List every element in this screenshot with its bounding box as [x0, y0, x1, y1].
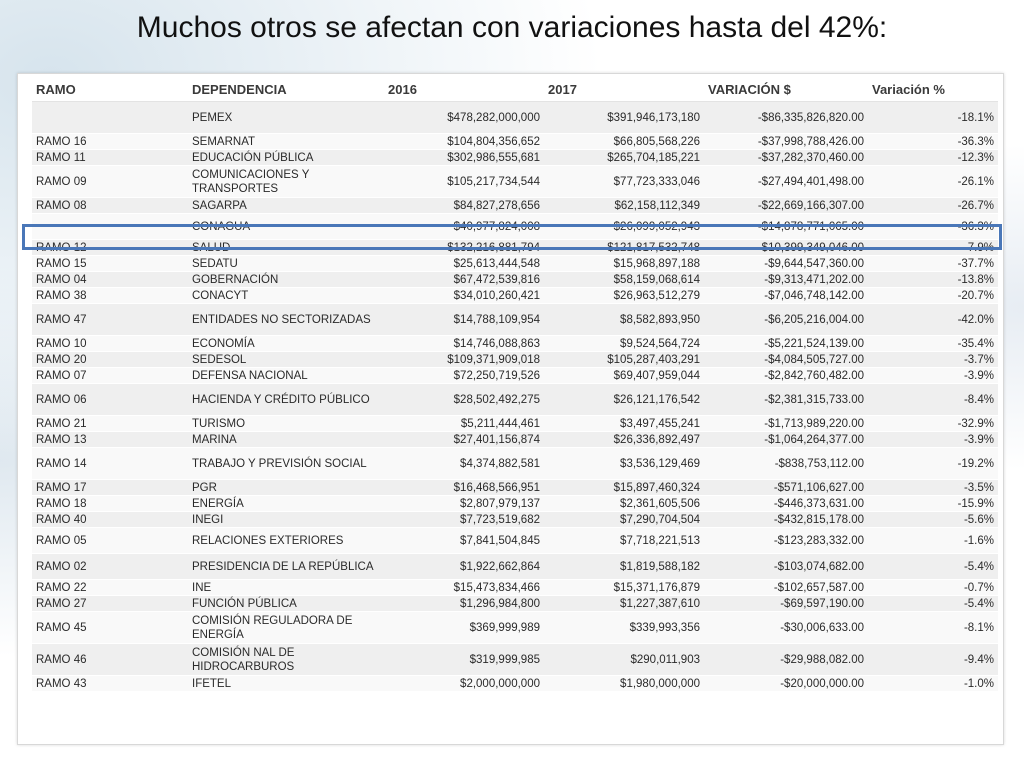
table-row: [32, 596, 998, 612]
cell-pct: -36.3%: [868, 214, 998, 240]
cell-ramo: RAMO 06: [32, 384, 188, 416]
header-variacion: VARIACIÓN $: [704, 78, 868, 102]
table-row: [32, 240, 998, 256]
cell-2017: $66,805,568,226: [544, 134, 704, 150]
cell-dependencia: ECONOMÍA: [188, 336, 384, 352]
header-dependencia: DEPENDENCIA: [188, 78, 384, 102]
cell-pct: -32.9%: [868, 416, 998, 432]
cell-pct: -8.4%: [868, 384, 998, 416]
cell-pct: -8.1%: [868, 612, 998, 644]
cell-2016: $369,999,989: [384, 612, 544, 644]
cell-2017: $391,946,173,180: [544, 102, 704, 134]
cell-2016: $16,468,566,951: [384, 480, 544, 496]
table-row: [32, 102, 998, 134]
cell-dependencia: PEMEX: [188, 102, 384, 134]
budget-table: [32, 78, 998, 692]
cell-dependencia: FUNCIÓN PÚBLICA: [188, 596, 384, 612]
table-row: [32, 368, 998, 384]
cell-2017: $26,336,892,497: [544, 432, 704, 448]
table-row: [32, 496, 998, 512]
cell-variacion: -$432,815,178.00: [704, 512, 868, 528]
cell-2016: $84,827,278,656: [384, 198, 544, 214]
cell-ramo: RAMO 09: [32, 166, 188, 198]
cell-ramo: RAMO 14: [32, 448, 188, 480]
cell-2017: $1,980,000,000: [544, 676, 704, 692]
cell-ramo: RAMO 02: [32, 554, 188, 580]
cell-ramo: RAMO 07: [32, 368, 188, 384]
cell-2017: $339,993,356: [544, 612, 704, 644]
cell-variacion: -$37,282,370,460.00: [704, 150, 868, 166]
cell-dependencia: CONACYT: [188, 288, 384, 304]
cell-2017: $7,290,704,504: [544, 512, 704, 528]
cell-dependencia: SEDESOL: [188, 352, 384, 368]
cell-2016: $14,788,109,954: [384, 304, 544, 336]
table-row: [32, 288, 998, 304]
cell-ramo: RAMO 46: [32, 644, 188, 676]
cell-pct: -1.0%: [868, 676, 998, 692]
budget-table-panel: [17, 73, 1004, 745]
cell-dependencia: COMISIÓN NAL DE HIDROCARBUROS: [188, 644, 384, 676]
cell-2016: $1,922,662,864: [384, 554, 544, 580]
cell-dependencia: COMISIÓN REGULADORA DE ENERGÍA: [188, 612, 384, 644]
cell-2016: $302,986,555,681: [384, 150, 544, 166]
cell-ramo: RAMO 12: [32, 240, 188, 256]
cell-variacion: -$2,842,760,482.00: [704, 368, 868, 384]
cell-variacion: -$37,998,788,426.00: [704, 134, 868, 150]
cell-dependencia: PGR: [188, 480, 384, 496]
cell-dependencia: PRESIDENCIA DE LA REPÚBLICA: [188, 554, 384, 580]
table-body: [32, 102, 998, 692]
cell-variacion: -$2,381,315,733.00: [704, 384, 868, 416]
cell-variacion: -$1,713,989,220.00: [704, 416, 868, 432]
cell-ramo: RAMO 16: [32, 134, 188, 150]
cell-2017: $26,099,052,943: [544, 214, 704, 240]
cell-2016: $109,371,909,018: [384, 352, 544, 368]
cell-variacion: -$446,373,631.00: [704, 496, 868, 512]
cell-2017: $1,819,588,182: [544, 554, 704, 580]
cell-ramo: RAMO 10: [32, 336, 188, 352]
cell-variacion: -$5,221,524,139.00: [704, 336, 868, 352]
cell-variacion: -$1,064,264,377.00: [704, 432, 868, 448]
cell-2017: $1,227,387,610: [544, 596, 704, 612]
cell-2017: $265,704,185,221: [544, 150, 704, 166]
cell-2016: $14,746,088,863: [384, 336, 544, 352]
cell-2016: $34,010,260,421: [384, 288, 544, 304]
cell-2016: $5,211,444,461: [384, 416, 544, 432]
table-row: [32, 352, 998, 368]
table-row: [32, 448, 998, 480]
cell-pct: -7.9%: [868, 240, 998, 256]
cell-dependencia: RELACIONES EXTERIORES: [188, 528, 384, 554]
cell-2017: $26,121,176,542: [544, 384, 704, 416]
cell-2017: $9,524,564,724: [544, 336, 704, 352]
cell-pct: -5.4%: [868, 554, 998, 580]
cell-variacion: -$20,000,000.00: [704, 676, 868, 692]
cell-variacion: -$6,205,216,004.00: [704, 304, 868, 336]
cell-pct: -0.7%: [868, 580, 998, 596]
cell-ramo: RAMO 20: [32, 352, 188, 368]
cell-ramo: RAMO 15: [32, 256, 188, 272]
cell-pct: -5.4%: [868, 596, 998, 612]
cell-2017: $105,287,403,291: [544, 352, 704, 368]
cell-variacion: -$838,753,112.00: [704, 448, 868, 480]
cell-2016: $1,296,984,800: [384, 596, 544, 612]
cell-variacion: -$27,494,401,498.00: [704, 166, 868, 198]
cell-ramo: [32, 102, 188, 134]
cell-pct: -3.7%: [868, 352, 998, 368]
cell-dependencia: SAGARPA: [188, 198, 384, 214]
cell-2017: $3,536,129,469: [544, 448, 704, 480]
table-row: [32, 644, 998, 676]
cell-pct: -3.9%: [868, 432, 998, 448]
cell-variacion: -$571,106,627.00: [704, 480, 868, 496]
table-row: [32, 198, 998, 214]
cell-2016: $478,282,000,000: [384, 102, 544, 134]
table-row: [32, 554, 998, 580]
table-row: [32, 416, 998, 432]
cell-dependencia: DEFENSA NACIONAL: [188, 368, 384, 384]
cell-pct: -18.1%: [868, 102, 998, 134]
table-row: [32, 256, 998, 272]
cell-pct: -35.4%: [868, 336, 998, 352]
cell-2016: $4,374,882,581: [384, 448, 544, 480]
table-row: [32, 336, 998, 352]
table-row: [32, 272, 998, 288]
cell-ramo: RAMO 22: [32, 580, 188, 596]
cell-2017: $7,718,221,513: [544, 528, 704, 554]
cell-dependencia: SALUD: [188, 240, 384, 256]
cell-dependencia: ENTIDADES NO SECTORIZADAS: [188, 304, 384, 336]
table-row: [32, 214, 998, 240]
cell-2016: $105,217,734,544: [384, 166, 544, 198]
cell-variacion: -$30,006,633.00: [704, 612, 868, 644]
cell-ramo: RAMO 40: [32, 512, 188, 528]
cell-dependencia: HACIENDA Y CRÉDITO PÚBLICO: [188, 384, 384, 416]
cell-dependencia: INEGI: [188, 512, 384, 528]
cell-2016: $40,977,824,008: [384, 214, 544, 240]
cell-dependencia: GOBERNACIÓN: [188, 272, 384, 288]
table-row: [32, 580, 998, 596]
cell-2016: $2,807,979,137: [384, 496, 544, 512]
cell-variacion: -$22,669,166,307.00: [704, 198, 868, 214]
table-row: [32, 304, 998, 336]
cell-dependencia: EDUCACIÓN PÚBLICA: [188, 150, 384, 166]
cell-variacion: -$123,283,332.00: [704, 528, 868, 554]
header-2016: 2016: [384, 78, 544, 102]
cell-dependencia: SEDATU: [188, 256, 384, 272]
cell-pct: -19.2%: [868, 448, 998, 480]
cell-pct: -15.9%: [868, 496, 998, 512]
cell-dependencia: SEMARNAT: [188, 134, 384, 150]
cell-2016: $15,473,834,466: [384, 580, 544, 596]
header-2017: 2017: [544, 78, 704, 102]
cell-variacion: -$103,074,682.00: [704, 554, 868, 580]
table-row: [32, 150, 998, 166]
cell-2017: $121,817,532,748: [544, 240, 704, 256]
cell-2016: $72,250,719,526: [384, 368, 544, 384]
cell-ramo: RAMO 11: [32, 150, 188, 166]
cell-2016: $7,841,504,845: [384, 528, 544, 554]
cell-dependencia: TURISMO: [188, 416, 384, 432]
cell-2017: $26,963,512,279: [544, 288, 704, 304]
cell-dependencia: INE: [188, 580, 384, 596]
cell-pct: -42.0%: [868, 304, 998, 336]
cell-ramo: RAMO 27: [32, 596, 188, 612]
cell-2017: $77,723,333,046: [544, 166, 704, 198]
cell-ramo: RAMO 45: [32, 612, 188, 644]
cell-2017: $15,371,176,879: [544, 580, 704, 596]
table-row: [32, 512, 998, 528]
cell-pct: -9.4%: [868, 644, 998, 676]
table-row: [32, 134, 998, 150]
cell-pct: -3.5%: [868, 480, 998, 496]
cell-pct: -20.7%: [868, 288, 998, 304]
cell-variacion: -$9,644,547,360.00: [704, 256, 868, 272]
cell-2017: $69,407,959,044: [544, 368, 704, 384]
cell-ramo: RAMO 21: [32, 416, 188, 432]
cell-variacion: -$69,597,190.00: [704, 596, 868, 612]
table-row: [32, 676, 998, 692]
cell-ramo: RAMO 04: [32, 272, 188, 288]
cell-2017: $62,158,112,349: [544, 198, 704, 214]
cell-dependencia: MARINA: [188, 432, 384, 448]
cell-ramo: RAMO 08: [32, 198, 188, 214]
table-header-row: [32, 78, 998, 102]
cell-2016: $2,000,000,000: [384, 676, 544, 692]
cell-2016: $67,472,539,816: [384, 272, 544, 288]
cell-2017: $15,897,460,324: [544, 480, 704, 496]
cell-ramo: RAMO 13: [32, 432, 188, 448]
table-row: [32, 166, 998, 198]
slide-title: Muchos otros se afectan con variaciones hasta del 42%:: [136, 11, 888, 44]
cell-2016: $7,723,519,682: [384, 512, 544, 528]
cell-2016: $27,401,156,874: [384, 432, 544, 448]
cell-2017: $2,361,605,506: [544, 496, 704, 512]
cell-ramo: [32, 214, 188, 240]
cell-pct: -13.8%: [868, 272, 998, 288]
cell-variacion: -$7,046,748,142.00: [704, 288, 868, 304]
cell-pct: -26.1%: [868, 166, 998, 198]
cell-pct: -1.6%: [868, 528, 998, 554]
cell-dependencia: IFETEL: [188, 676, 384, 692]
cell-ramo: RAMO 05: [32, 528, 188, 554]
cell-dependencia: COMUNICACIONES Y TRANSPORTES: [188, 166, 384, 198]
cell-pct: -5.6%: [868, 512, 998, 528]
cell-2017: $15,968,897,188: [544, 256, 704, 272]
cell-variacion: -$102,657,587.00: [704, 580, 868, 596]
cell-variacion: -$29,988,082.00: [704, 644, 868, 676]
cell-2016: $319,999,985: [384, 644, 544, 676]
cell-pct: -36.3%: [868, 134, 998, 150]
cell-2017: $58,159,068,614: [544, 272, 704, 288]
cell-2017: $3,497,455,241: [544, 416, 704, 432]
table-row: [32, 528, 998, 554]
cell-2016: $132,216,881,794: [384, 240, 544, 256]
cell-pct: -12.3%: [868, 150, 998, 166]
cell-dependencia: TRABAJO Y PREVISIÓN SOCIAL: [188, 448, 384, 480]
cell-2016: $25,613,444,548: [384, 256, 544, 272]
cell-2017: $290,011,903: [544, 644, 704, 676]
cell-variacion: -$4,084,505,727.00: [704, 352, 868, 368]
cell-ramo: RAMO 18: [32, 496, 188, 512]
cell-dependencia: CONAGUA: [188, 214, 384, 240]
cell-pct: -26.7%: [868, 198, 998, 214]
table-row: [32, 480, 998, 496]
cell-dependencia: ENERGÍA: [188, 496, 384, 512]
table-row: [32, 384, 998, 416]
cell-ramo: RAMO 47: [32, 304, 188, 336]
cell-2016: $104,804,356,652: [384, 134, 544, 150]
table-row: [32, 432, 998, 448]
cell-variacion: -$86,335,826,820.00: [704, 102, 868, 134]
cell-variacion: -$10,399,349,046.00: [704, 240, 868, 256]
cell-2016: $28,502,492,275: [384, 384, 544, 416]
header-ramo: RAMO: [32, 78, 188, 102]
table-row: [32, 612, 998, 644]
cell-variacion: -$9,313,471,202.00: [704, 272, 868, 288]
cell-variacion: -$14,878,771,065.00: [704, 214, 868, 240]
cell-ramo: RAMO 38: [32, 288, 188, 304]
cell-ramo: RAMO 43: [32, 676, 188, 692]
cell-pct: -3.9%: [868, 368, 998, 384]
cell-pct: -37.7%: [868, 256, 998, 272]
cell-2017: $8,582,893,950: [544, 304, 704, 336]
header-variacion-pct: Variación %: [868, 78, 998, 102]
cell-ramo: RAMO 17: [32, 480, 188, 496]
